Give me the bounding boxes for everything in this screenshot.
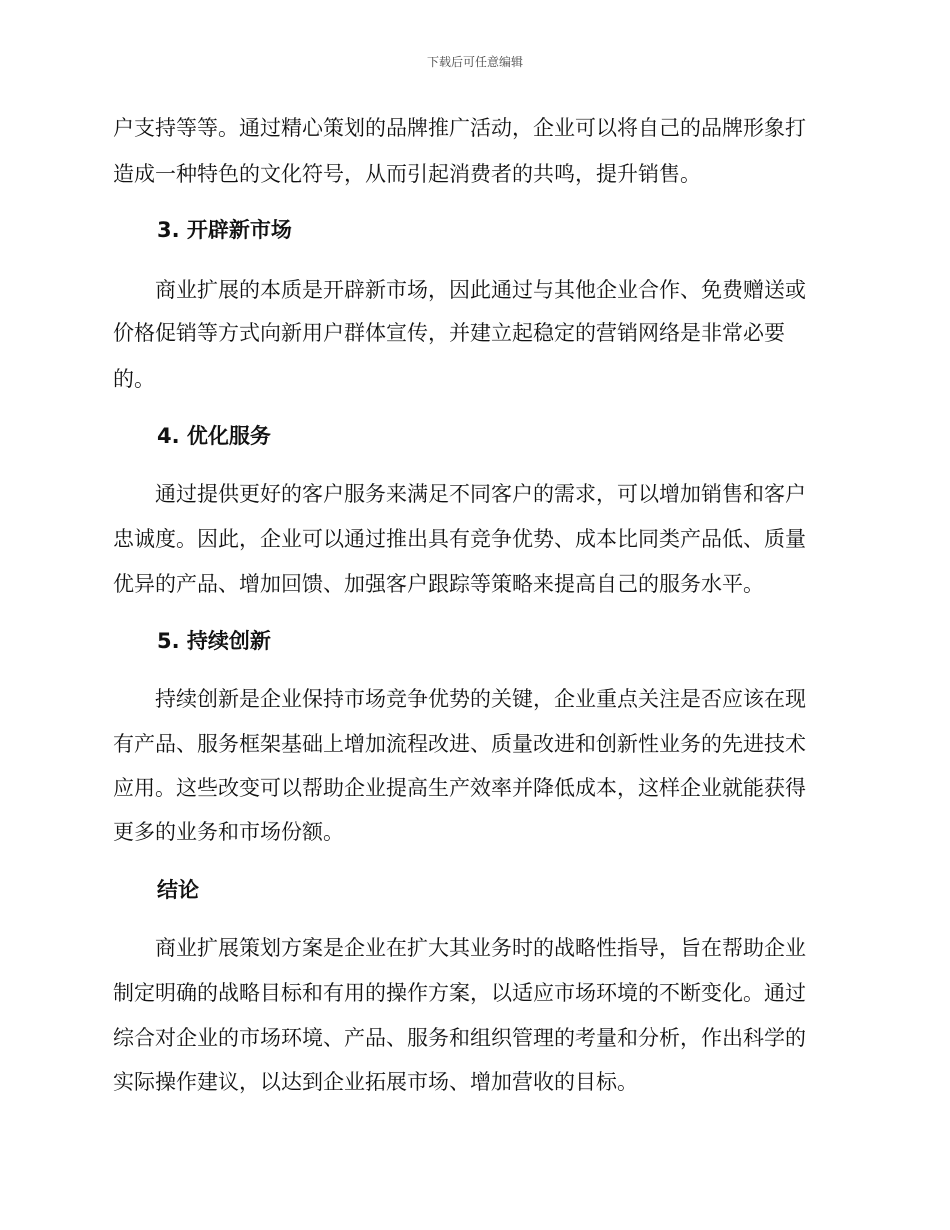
- paragraph-new-market-line: 的。: [113, 367, 155, 391]
- paragraph-optimize-service-line: 通过提供更好的客户服务来满足不同客户的需求，可以增加销售和客户: [113, 482, 806, 506]
- section-heading-conclusion: 结论: [157, 878, 199, 902]
- paragraph-conclusion-line: 制定明确的战略目标和有用的操作方案，以适应市场环境的不断变化。通过: [113, 981, 806, 1005]
- paragraph-conclusion-line: 综合对企业的市场环境、产品、服务和组织管理的考量和分析，作出科学的: [113, 1026, 806, 1050]
- paragraph-brand-line: 户支持等等。通过精心策划的品牌推广活动，企业可以将自己的品牌形象打: [113, 116, 806, 140]
- paragraph-conclusion-line: 实际操作建议，以达到企业拓展市场、增加营收的目标。: [113, 1070, 638, 1094]
- paragraph-new-market-line: 价格促销等方式向新用户群体宣传，并建立起稳定的营销网络是非常必要: [113, 321, 785, 345]
- paragraph-optimize-service-line: 忠诚度。因此，企业可以通过推出具有竞争优势、成本比同类产品低、质量: [113, 527, 806, 551]
- paragraph-innovation-line: 有产品、服务框架基础上增加流程改进、质量改进和创新性业务的先进技术: [113, 732, 806, 756]
- paragraph-innovation-line: 更多的业务和市场份额。: [113, 820, 344, 844]
- page-header-note: 下载后可任意编辑: [426, 55, 523, 69]
- paragraph-innovation-line: 持续创新是企业保持市场竞争优势的关键，企业重点关注是否应该在现: [113, 687, 806, 711]
- paragraph-new-market-line: 商业扩展的本质是开辟新市场，因此通过与其他企业合作、免费赠送或: [113, 278, 806, 302]
- section-heading-optimize-service: 4. 优化服务: [157, 424, 271, 448]
- paragraph-conclusion-line: 商业扩展策划方案是企业在扩大其业务时的战略性指导，旨在帮助企业: [113, 936, 806, 960]
- section-heading-new-market: 3. 开辟新市场: [157, 218, 292, 242]
- paragraph-innovation-line: 应用。这些改变可以帮助企业提高生产效率并降低成本，这样企业就能获得: [113, 776, 806, 800]
- section-heading-continuous-innovation: 5. 持续创新: [157, 629, 271, 653]
- paragraph-brand-line: 造成一种特色的文化符号，从而引起消费者的共鸣，提升销售。: [113, 162, 701, 186]
- paragraph-optimize-service-line: 优异的产品、增加回馈、加强客户跟踪等策略来提高自己的服务水平。: [113, 572, 764, 596]
